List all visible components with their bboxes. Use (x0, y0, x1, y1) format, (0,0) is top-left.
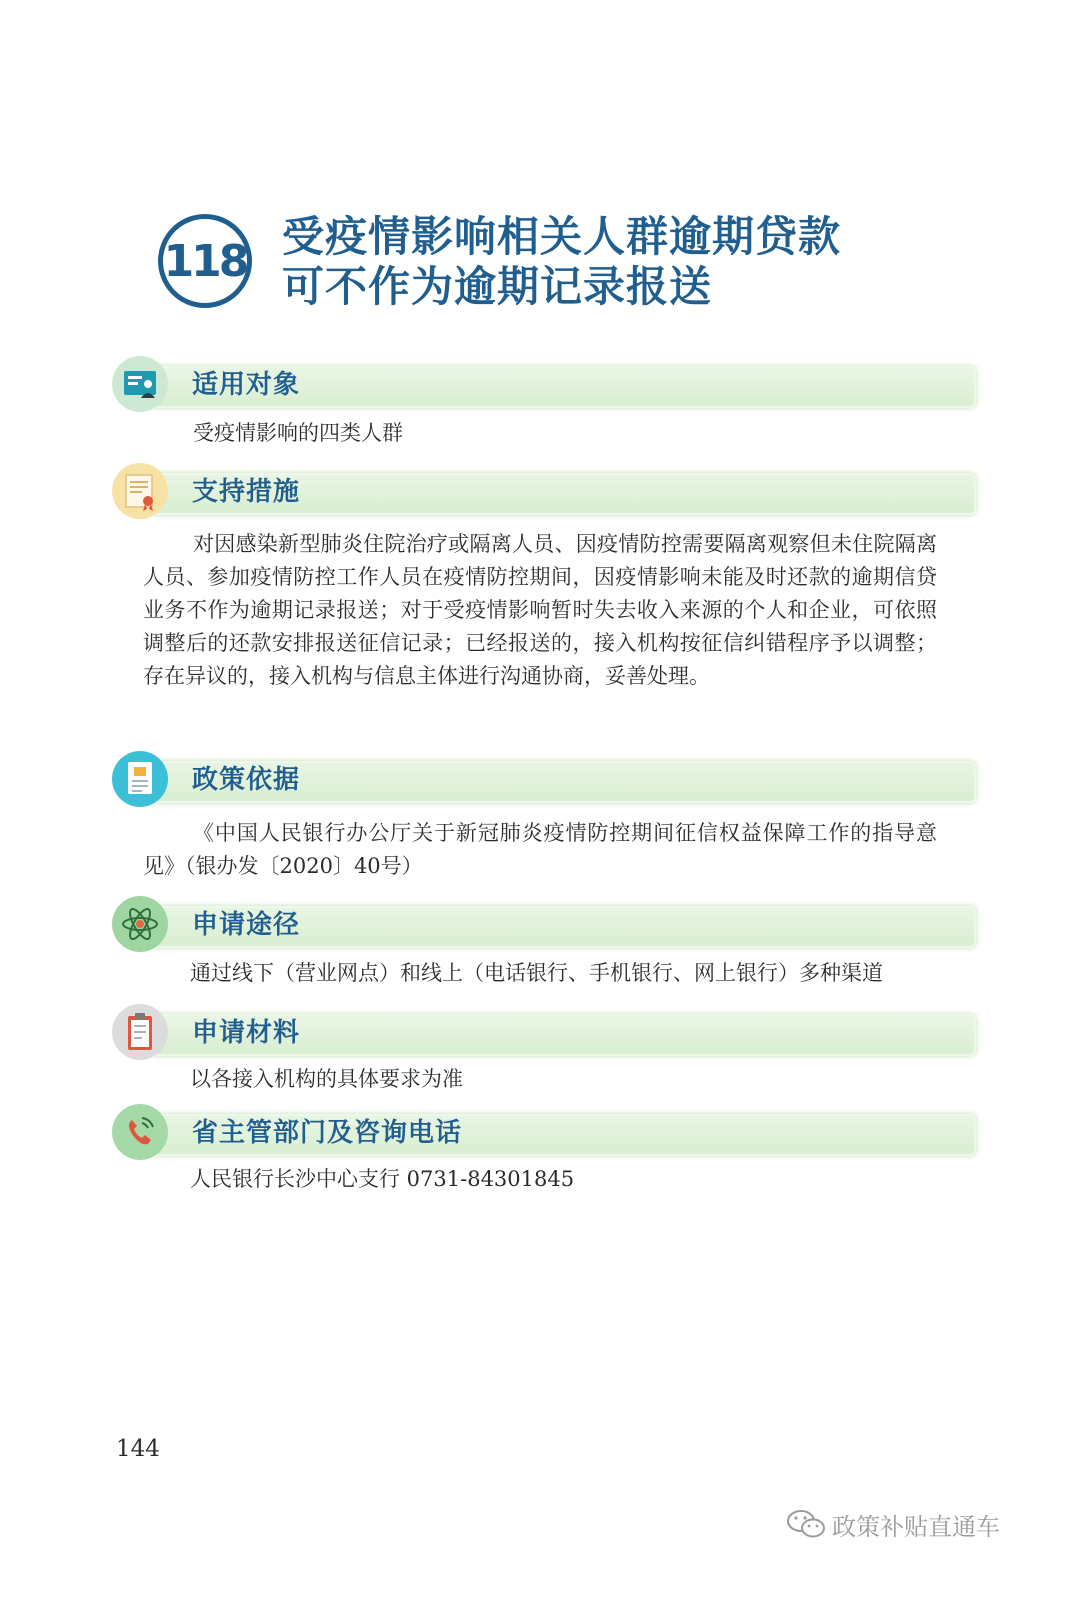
document-icon (112, 751, 168, 807)
section-label: 支持措施 (192, 477, 301, 507)
clipboard-icon (112, 1004, 168, 1060)
atom-icon (112, 896, 168, 952)
section-text: 通过线下（营业网点）和线上（电话银行、手机银行、网上银行）多种渠道 (190, 961, 883, 985)
page-number: 144 (116, 1436, 160, 1462)
section-label: 省主管部门及咨询电话 (192, 1118, 463, 1148)
section-applicable-target (112, 356, 972, 416)
section-application-materials (112, 1004, 972, 1064)
section-text: 对因感染新型肺炎住院治疗或隔离人员、因疫情防控需要隔离观察但未住院隔离人员、参加疫情防控工作人员在疫情防控期间，因疫情影响未能及时还款的逾期信贷业务不作为逾期记录报送；对于受疫情影响暂时失去收入来源的个人和企业，可依照调整后的还款安排报送征信记录；已经报送的，接入机构按征信纠错程序予以调整；存在异议的，接入机构与信息主体进行沟通协商，妥善处理。 (143, 532, 937, 688)
wechat-icon (786, 1507, 826, 1541)
certificate-icon (112, 463, 168, 519)
phone-icon (112, 1104, 168, 1160)
section-text: 《中国人民银行办公厅关于新冠肺炎疫情防控期间征信权益保障工作的指导意见》（银办发〔2020〕40号） (143, 821, 937, 878)
section-label: 申请途径 (192, 910, 301, 940)
section-text: 人民银行长沙中心支行 0731-84301845 (190, 1167, 575, 1191)
section-label: 申请材料 (192, 1018, 301, 1048)
section-label: 政策依据 (192, 765, 301, 795)
watermark (786, 1504, 1000, 1544)
title-line-2: 可不作为逾期记录报送 (282, 262, 713, 311)
section-text: 受疫情影响的四类人群 (193, 421, 403, 445)
section-department-contact (112, 1104, 972, 1164)
section-policy-basis (112, 751, 972, 811)
title-block (158, 214, 1018, 314)
section-text: 以各接入机构的具体要求为准 (190, 1067, 463, 1091)
id-card-icon (112, 356, 168, 412)
title-line-1: 受疫情影响相关人群逾期贷款 (282, 212, 842, 261)
watermark-text: 政策补贴直通车 (832, 1512, 1000, 1541)
section-application-channel (112, 896, 972, 956)
section-support-measures (112, 463, 972, 523)
section-label: 适用对象 (192, 370, 301, 400)
section-number-badge: 118 (158, 214, 252, 308)
